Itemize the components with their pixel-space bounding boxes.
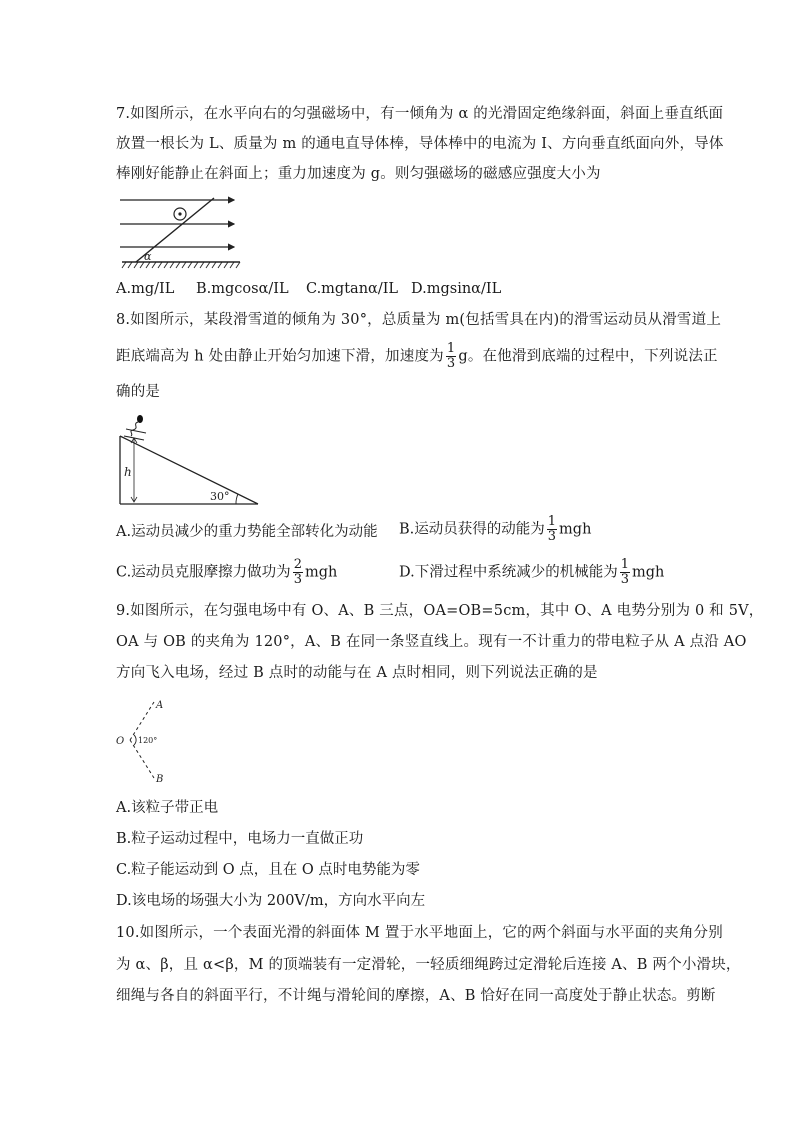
- q8-angle-label: 30°: [210, 490, 230, 503]
- q9-point-a-label: A: [156, 700, 164, 711]
- q7-line-1: 7.如图所示，在水平向右的匀强磁场中，有一倾角为 α 的光滑固定绝缘斜面，斜面上垂直纸面: [116, 106, 724, 122]
- q8-option-d: [399, 558, 664, 587]
- fraction-denominator: 3: [293, 572, 302, 587]
- q7-option-a: A.mg/IL: [116, 281, 175, 297]
- fraction-numerator: 2: [293, 557, 302, 572]
- q8-option-a: A.运动员减少的重力势能全部转化为动能: [116, 524, 378, 540]
- q8-option-b-text: B.运动员获得的动能为: [399, 521, 545, 538]
- q9-line-3: 方向飞入电场，经过 B 点时的动能与在 A 点时相同，则下列说法正确的是: [116, 665, 598, 681]
- q8-option-b-unit: mgh: [559, 521, 592, 538]
- q8-line-1: 8.如图所示，某段滑雪道的倾角为 30°，总质量为 m(包括雪具在内)的滑雪运动员从滑雪道上: [116, 312, 722, 328]
- q7-line-3: 棒刚好能静止在斜面上；重力加速度为 g。则匀强磁场的磁感应强度大小为: [116, 166, 601, 182]
- q7-line-2: 放置一根长为 L、质量为 m 的通电直导体棒，导体棒中的电流为 I、方向垂直纸面向外，导体: [116, 136, 724, 152]
- q8-option-d-text: D.下滑过程中系统减少的机械能为: [399, 564, 618, 581]
- q7-option-b: B.mgcosα/IL: [196, 281, 289, 297]
- fraction-denominator: 3: [446, 356, 456, 371]
- q8-h-label: h: [124, 465, 132, 479]
- q9-option-b: B.粒子运动过程中，电场力一直做正功: [116, 831, 364, 847]
- q9-angle-label: 120°: [138, 736, 158, 745]
- q10-line-1: 10.如图所示，一个表面光滑的斜面体 M 置于水平地面上，它的两个斜面与水平面的夹角分别: [116, 925, 723, 941]
- q10-line-3: 细绳与各自的斜面平行，不计绳与滑轮间的摩擦，A、B 恰好在同一高度处于静止状态。剪断: [116, 988, 716, 1004]
- q8-line-3: 确的是: [116, 384, 161, 400]
- q8-figure-ski-slope: [116, 410, 262, 508]
- q8-option-c: [116, 558, 337, 587]
- q9-line-1: 9.如图所示，在匀强电场中有 O、A、B 三点，OA=OB=5cm，其中 O、A 电势分别为 0 和 5V，: [116, 603, 764, 619]
- q9-option-c: C.粒子能运动到 O 点，且在 O 点时电势能为零: [116, 862, 420, 878]
- q8-option-d-unit: mgh: [632, 564, 665, 581]
- fraction-numerator: 1: [620, 557, 629, 572]
- q9-figure-electric-field-points: [114, 694, 174, 786]
- q9-line-2: OA 与 OB 的夹角为 120°，A、B 在同一条竖直线上。现有一不计重力的带电粒子从 A 点沿 AO: [116, 634, 747, 650]
- q8-line-2-text-end: g。在他滑到底端的过程中，下列说法正: [458, 348, 718, 365]
- q8-option-b: [399, 515, 591, 544]
- fraction-denominator: 3: [620, 572, 629, 587]
- q8-line-2-text: 距底端高为 h 处由静止开始匀加速下滑，加速度为: [116, 348, 444, 365]
- q8-option-c-text: C.运动员克服摩擦力做功为: [116, 564, 291, 581]
- q8-option-d-fraction: [620, 558, 630, 587]
- q8-option-c-fraction: [293, 558, 303, 587]
- q9-option-a: A.该粒子带正电: [116, 800, 219, 816]
- q9-point-b-label: B: [156, 774, 164, 785]
- q8-option-b-fraction: [547, 515, 557, 544]
- q8-line-2: [116, 341, 718, 371]
- fraction-numerator: 1: [547, 514, 557, 529]
- fraction-denominator: 3: [547, 529, 557, 544]
- q7-option-d: D.mgsinα/IL: [411, 281, 502, 297]
- q8-acceleration-fraction: [446, 342, 456, 371]
- q8-option-c-unit: mgh: [304, 564, 338, 581]
- q10-line-2: 为 α、β，且 α<β，M 的顶端装有一定滑轮，一轻质细绳跨过定滑轮后连接 A、B 两个小滑块，: [116, 957, 741, 973]
- fraction-numerator: 1: [446, 341, 456, 356]
- q7-figure-magnetic-field-incline: [118, 194, 244, 270]
- q9-point-o-label: O: [116, 736, 125, 747]
- q9-option-d: D.该电场的场强大小为 200V/m，方向水平向左: [116, 893, 426, 909]
- q7-alpha-label: α: [144, 250, 152, 263]
- q7-option-c: C.mgtanα/IL: [306, 281, 399, 297]
